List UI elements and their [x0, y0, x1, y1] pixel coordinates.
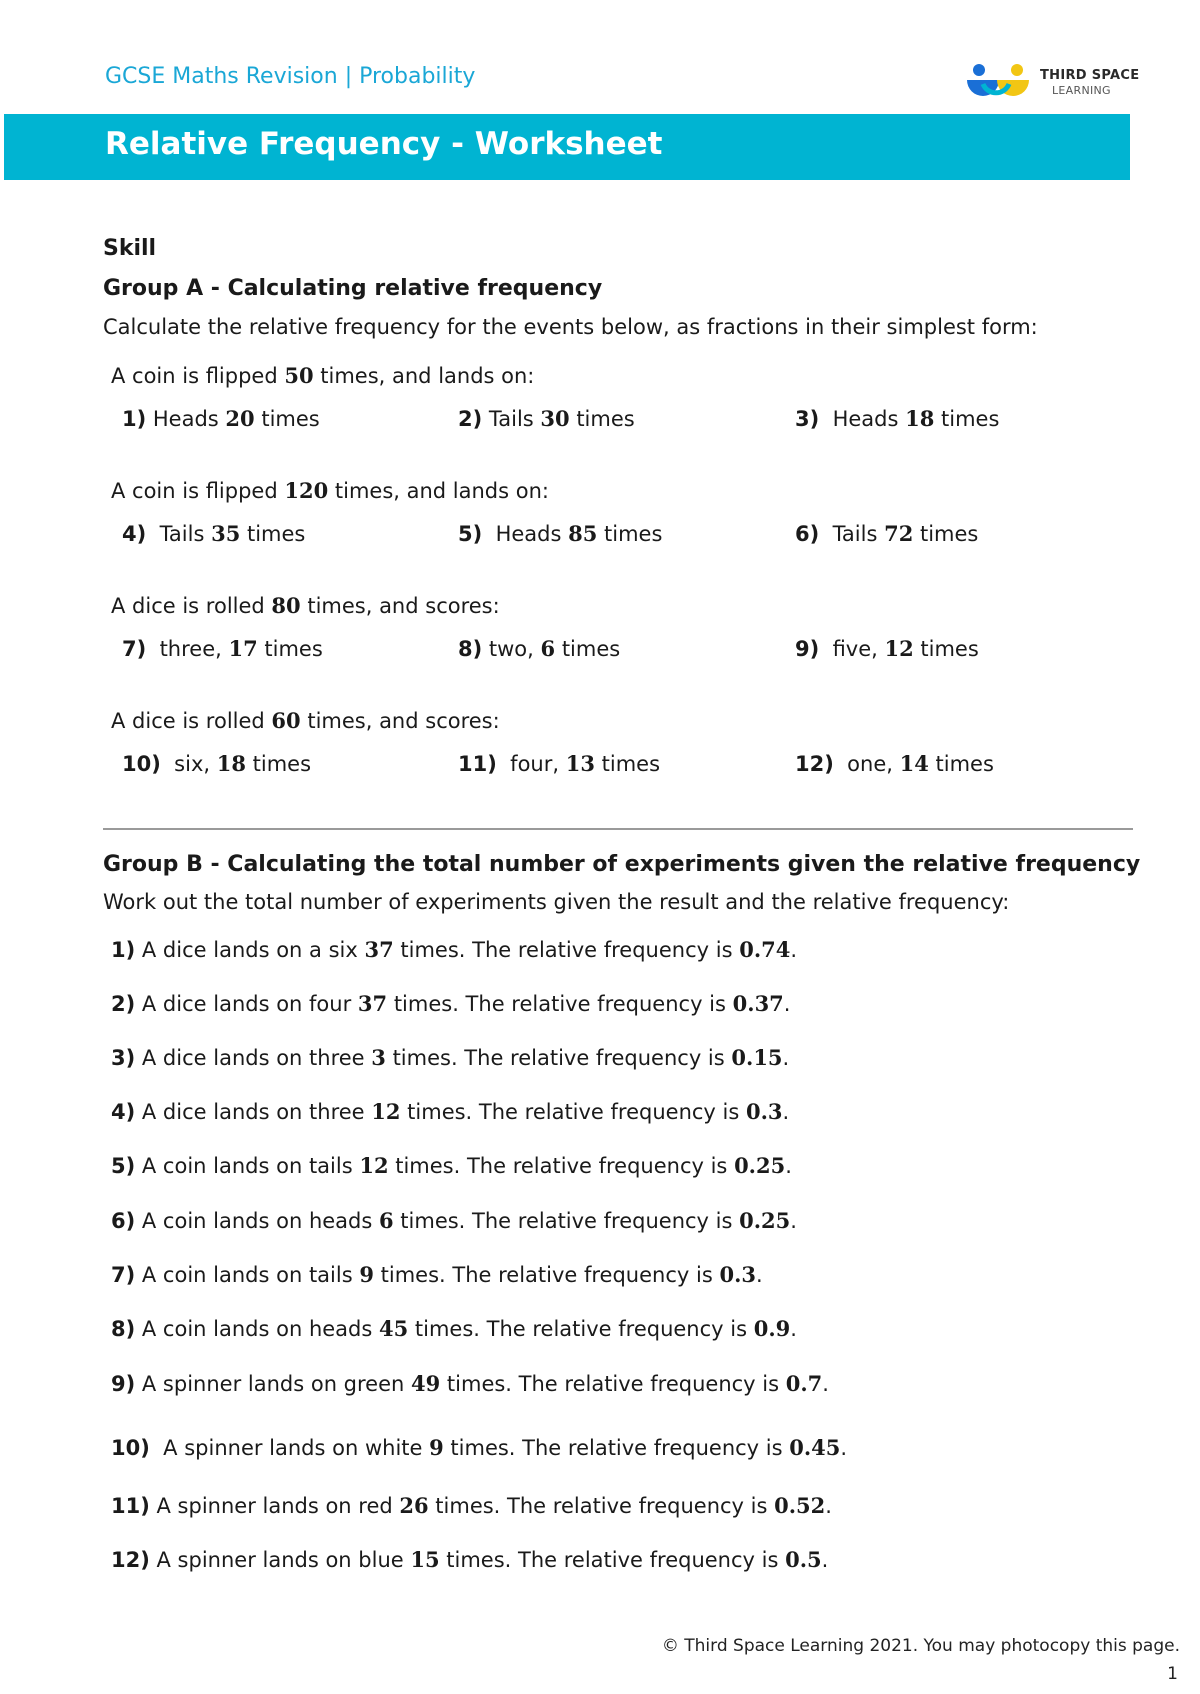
logo-text-line2: LEARNING	[1052, 84, 1111, 97]
skill-label: Skill	[103, 236, 157, 261]
question-text: A coin lands on heads	[135, 1317, 379, 1341]
question-value: 3	[371, 1045, 386, 1070]
set-intro	[111, 593, 500, 618]
question-value: 9	[359, 1262, 374, 1287]
question-text: one,	[833, 752, 900, 776]
question-text: A spinner lands on white	[149, 1436, 430, 1460]
intro-count: 120	[284, 478, 329, 503]
question-item	[111, 937, 797, 962]
question-number: 9)	[795, 637, 820, 661]
question-item	[111, 1045, 789, 1070]
question-text: .	[840, 1436, 848, 1460]
question-text: A dice lands on a six	[135, 938, 365, 962]
question-value: 30	[540, 406, 570, 431]
question-text: times	[928, 752, 994, 776]
set-intro	[111, 478, 549, 503]
question-value: 20	[225, 406, 255, 431]
question-number: 3)	[111, 1046, 136, 1070]
question-text: times	[934, 407, 1000, 431]
question-value: 35	[211, 521, 241, 546]
group-a-heading: Group A - Calculating relative frequency	[103, 276, 603, 301]
question-value: 12	[884, 636, 914, 661]
group-b-heading: Group B - Calculating the total number of experiments given the relative frequency	[103, 852, 1141, 877]
section-divider	[103, 828, 1133, 830]
question-text: .	[825, 1494, 832, 1518]
question-item	[122, 636, 323, 661]
question-text: .	[756, 1263, 763, 1287]
copyright-notice: © Third Space Learning 2021. You may photocopy this page.	[661, 1636, 1180, 1656]
question-value: 6	[540, 636, 556, 661]
relative-frequency-value: 0.5	[785, 1547, 822, 1572]
question-item	[795, 636, 979, 661]
question-number: 4)	[122, 522, 147, 546]
question-value: 14	[899, 751, 929, 776]
question-number: 11)	[458, 752, 497, 776]
question-item	[795, 406, 999, 431]
question-item	[111, 1316, 797, 1341]
group-b-instruction: Work out the total number of experiments given the result and the relative frequency:	[103, 890, 1010, 914]
question-number: 11)	[111, 1494, 150, 1518]
intro-text: A dice is rolled	[111, 594, 272, 618]
question-text: times. The relative frequency is	[388, 1154, 735, 1178]
question-value: 6	[379, 1208, 394, 1233]
question-text: .	[790, 938, 798, 962]
question-number: 8)	[458, 637, 483, 661]
question-number: 12)	[111, 1548, 150, 1572]
question-value: 18	[905, 406, 935, 431]
question-text: Heads	[819, 407, 906, 431]
relative-frequency-value: 0.45	[789, 1435, 841, 1460]
question-value: 72	[884, 521, 914, 546]
question-item	[111, 1435, 847, 1460]
question-text: four,	[496, 752, 566, 776]
question-text: A spinner lands on green	[135, 1372, 412, 1396]
question-number: 1)	[111, 938, 136, 962]
logo-mark-icon	[965, 62, 1035, 102]
question-text: five,	[819, 637, 885, 661]
question-text: times. The relative frequency is	[408, 1317, 754, 1341]
intro-text: A dice is rolled	[111, 709, 272, 733]
intro-text: times, and lands on:	[313, 364, 535, 388]
question-value: 12	[359, 1153, 389, 1178]
question-value: 26	[399, 1493, 429, 1518]
question-item	[122, 521, 305, 546]
question-item	[122, 406, 320, 431]
question-number: 2)	[111, 992, 136, 1016]
question-item	[111, 1262, 763, 1287]
relative-frequency-value: 0.74	[739, 937, 791, 962]
question-text: Heads	[146, 407, 226, 431]
question-value: 37	[364, 937, 394, 962]
question-text: times	[555, 637, 621, 661]
question-number: 7)	[111, 1263, 136, 1287]
question-item	[111, 1208, 797, 1233]
relative-frequency-value: 0.3	[746, 1099, 783, 1124]
question-number: 10)	[122, 752, 161, 776]
question-item	[111, 1493, 832, 1518]
question-text: times. The relative frequency is	[385, 1046, 732, 1070]
question-text: .	[790, 1317, 797, 1341]
question-value: 13	[565, 751, 595, 776]
third-space-learning-logo	[965, 62, 1140, 102]
question-number: 5)	[111, 1154, 136, 1178]
question-item	[458, 521, 662, 546]
question-text: Tails	[146, 522, 212, 546]
question-text: times. The relative frequency is	[373, 1263, 720, 1287]
question-text: A coin lands on tails	[135, 1263, 360, 1287]
question-item	[458, 406, 635, 431]
question-item	[111, 1371, 829, 1396]
intro-text: A coin is flipped	[111, 479, 285, 503]
question-value: 85	[568, 521, 598, 546]
page-number: 1	[1167, 1664, 1178, 1684]
question-text: Heads	[482, 522, 569, 546]
question-text: six,	[160, 752, 217, 776]
question-item	[458, 751, 660, 776]
relative-frequency-value: 0.3	[719, 1262, 756, 1287]
intro-text: times, and lands on:	[328, 479, 549, 503]
question-text: A spinner lands on blue	[149, 1548, 411, 1572]
question-value: 9	[429, 1435, 444, 1460]
question-value: 37	[357, 991, 388, 1016]
intro-count: 80	[271, 593, 301, 618]
question-text: times. The relative frequency is	[400, 1100, 746, 1124]
question-item	[111, 1099, 789, 1124]
question-item	[122, 751, 311, 776]
logo-text-line1: THIRD SPACE	[1040, 68, 1140, 83]
question-number: 9)	[111, 1372, 136, 1396]
question-text: A dice lands on three	[135, 1046, 372, 1070]
question-text: times. The relative frequency is	[393, 938, 740, 962]
question-text: two,	[482, 637, 541, 661]
question-item	[111, 991, 790, 1016]
question-text: times. The relative frequency is	[428, 1494, 775, 1518]
question-text: times	[594, 752, 661, 776]
intro-text: times, and scores:	[300, 709, 500, 733]
question-text: A coin lands on heads	[135, 1209, 379, 1233]
relative-frequency-value: 0.52	[774, 1493, 826, 1518]
question-value: 18	[216, 751, 246, 776]
intro-count: 60	[271, 708, 301, 733]
question-value: 17	[228, 636, 258, 661]
question-text: A coin lands on tails	[135, 1154, 360, 1178]
question-text: .	[783, 992, 791, 1016]
question-value: 15	[410, 1547, 440, 1572]
intro-count: 50	[284, 363, 314, 388]
relative-frequency-value: 0.15	[731, 1045, 783, 1070]
question-number: 3)	[795, 407, 820, 431]
question-text: times	[913, 522, 979, 546]
question-text: .	[821, 1548, 829, 1572]
page-subtitle: GCSE Maths Revision | Probability	[105, 64, 476, 89]
question-text: Tails	[482, 407, 541, 431]
set-intro	[111, 708, 500, 733]
question-text: .	[790, 1209, 797, 1233]
question-text: times	[597, 522, 663, 546]
question-value: 49	[411, 1371, 441, 1396]
question-item	[111, 1153, 792, 1178]
question-number: 4)	[111, 1100, 136, 1124]
question-item	[458, 636, 620, 661]
question-number: 2)	[458, 407, 483, 431]
question-text: times. The relative frequency is	[440, 1372, 786, 1396]
question-value: 12	[371, 1099, 401, 1124]
question-item	[111, 1547, 828, 1572]
question-text: times	[913, 637, 979, 661]
question-number: 5)	[458, 522, 483, 546]
intro-text: times, and scores:	[300, 594, 500, 618]
relative-frequency-value: 0.37	[732, 991, 784, 1016]
page-title: Relative Frequency - Worksheet	[105, 126, 663, 162]
question-number: 10)	[111, 1436, 150, 1460]
relative-frequency-value: 0.7	[785, 1371, 823, 1396]
question-text: times. The relative frequency is	[443, 1436, 790, 1460]
question-text: times	[240, 522, 306, 546]
relative-frequency-value: 0.25	[739, 1208, 791, 1233]
question-text: times	[245, 752, 312, 776]
question-value: 45	[379, 1316, 409, 1341]
question-text: A dice lands on three	[135, 1100, 372, 1124]
set-intro	[111, 363, 534, 388]
question-text: Tails	[819, 522, 885, 546]
question-number: 6)	[795, 522, 820, 546]
question-text: .	[822, 1372, 829, 1396]
question-text: times	[254, 407, 320, 431]
group-a-instruction: Calculate the relative frequency for the events below, as fractions in their simplest form:	[103, 315, 1038, 339]
question-text: .	[785, 1154, 792, 1178]
question-text: times. The relative frequency is	[393, 1209, 740, 1233]
question-number: 7)	[122, 637, 147, 661]
question-text: .	[782, 1100, 790, 1124]
question-number: 6)	[111, 1209, 136, 1233]
question-text: A spinner lands on red	[149, 1494, 400, 1518]
question-text: times	[257, 637, 323, 661]
question-number: 12)	[795, 752, 834, 776]
question-text: times. The relative frequency is	[387, 992, 733, 1016]
relative-frequency-value: 0.9	[753, 1316, 791, 1341]
intro-text: A coin is flipped	[111, 364, 285, 388]
question-number: 8)	[111, 1317, 136, 1341]
question-item	[795, 751, 994, 776]
question-text: times. The relative frequency is	[439, 1548, 786, 1572]
question-text: three,	[146, 637, 229, 661]
question-number: 1)	[122, 407, 147, 431]
question-item	[795, 521, 978, 546]
relative-frequency-value: 0.25	[734, 1153, 786, 1178]
question-text: .	[782, 1046, 790, 1070]
question-text: A dice lands on four	[135, 992, 358, 1016]
question-text: times	[569, 407, 635, 431]
